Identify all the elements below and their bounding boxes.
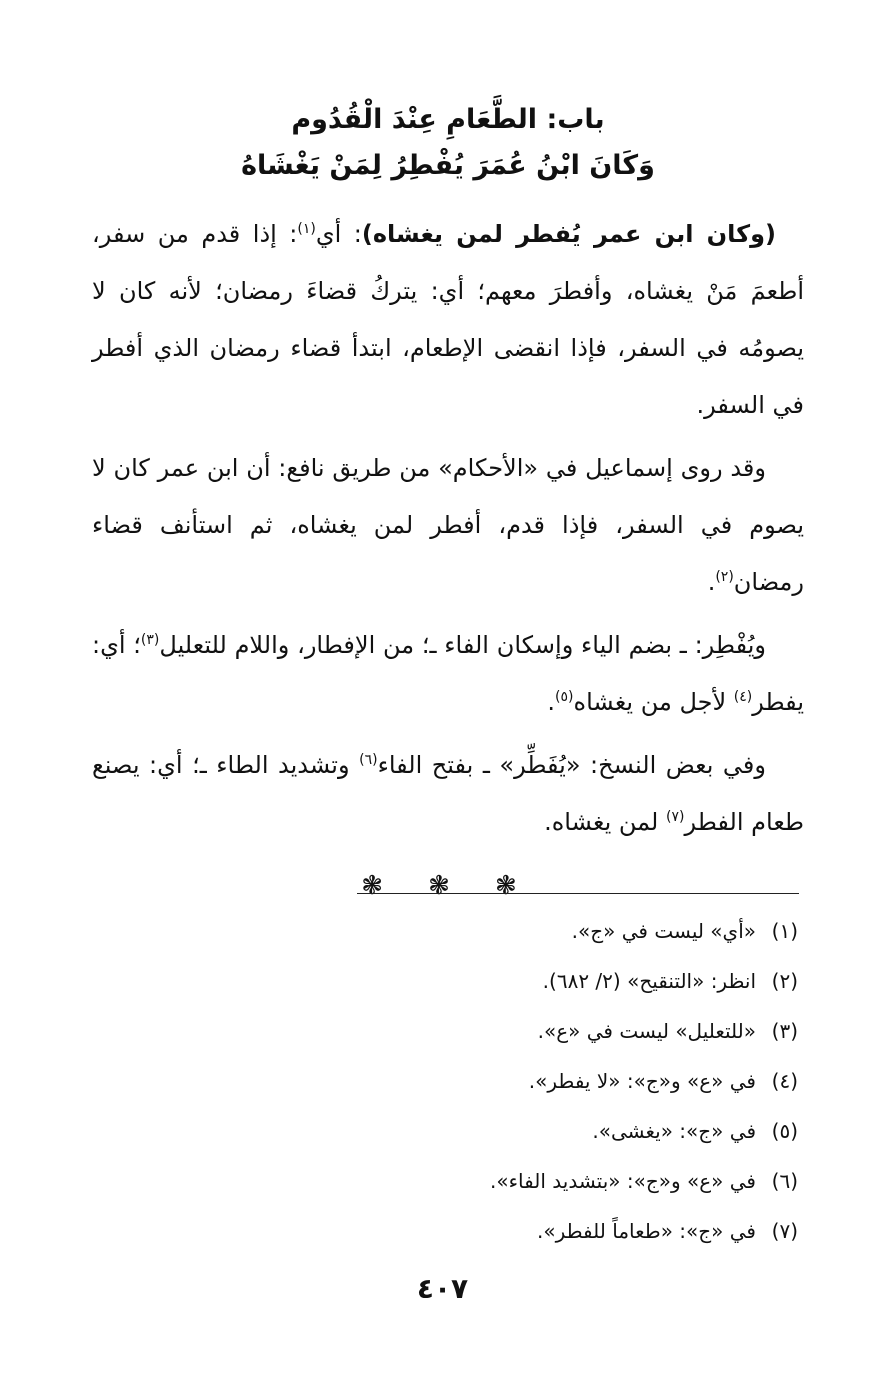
paragraph-text: وتشديد الطاء ـ؛ أي: يصنع طعام الفطر	[92, 751, 804, 836]
footnote-7	[300, 1206, 798, 1256]
paragraph-4	[92, 737, 804, 851]
paragraph-text: لمن يغشاه.	[544, 808, 666, 836]
footnote-ref-1[interactable]: (١)	[297, 221, 316, 237]
footnote-3	[300, 1006, 798, 1056]
footnote-number: (٣)	[771, 1019, 798, 1043]
footnote-number: (٥)	[771, 1119, 798, 1143]
page-body	[92, 100, 804, 901]
quoted-text: (وكان ابن عمر يُفطر لمن يغشاه)	[361, 220, 776, 248]
paragraph-text: .	[547, 688, 556, 716]
footnote-text: انظر: «التنقيح» (٢/ ٦٨٢).	[542, 969, 756, 993]
footnote-text: في «ع» و«ج»: «بتشديد الفاء».	[490, 1169, 756, 1193]
footnote-5	[300, 1106, 798, 1156]
footnote-1	[300, 906, 798, 956]
footnote-number: (٦)	[771, 1169, 798, 1193]
chapter-subtitle: وَكَانَ ابْنُ عُمَرَ يُفْطِرُ لِمَنْ يَغْشَاهُ	[241, 150, 655, 181]
paragraph-text: وقد روى إسماعيل في «الأحكام» من طريق نافع: أن ابن عمر كان لا يصوم في السفر، فإذا قدم، أفطر لمن يغشاه، ثم استأنف قضاء رمضان	[92, 454, 804, 596]
section-separator: ❃ ❃ ❃	[361, 871, 535, 901]
footnote-number: (١)	[771, 919, 798, 943]
footnote-ref-6[interactable]: (٦)	[359, 752, 378, 768]
footnote-4	[300, 1056, 798, 1106]
paragraph-text: .	[707, 568, 716, 596]
footnote-2	[300, 956, 798, 1006]
paragraph-text: : أي	[315, 220, 362, 248]
footnote-divider	[357, 893, 799, 894]
paragraph-text: لأجل من يغشاه	[573, 688, 734, 716]
paragraph-text: وفي بعض النسخ: «يُفَطِّر» ـ بفتح الفاء	[377, 751, 766, 779]
footnote-text: في «ج»: «طعاماً للفطر».	[537, 1219, 756, 1243]
footnote-ref-5[interactable]: (٥)	[555, 689, 574, 705]
footnote-text: «للتعليل» ليست في «ع».	[537, 1019, 756, 1043]
footnote-text: في «ج»: «يغشى».	[592, 1119, 756, 1143]
footnote-number: (٤)	[771, 1069, 798, 1093]
footnote-6	[300, 1156, 798, 1206]
footnote-number: (٢)	[771, 969, 798, 993]
chapter-title: باب: الطَّعَامِ عِنْدَ الْقُدُوم	[291, 104, 605, 135]
paragraph-3	[92, 617, 804, 731]
footnote-number: (٧)	[771, 1219, 798, 1243]
footnote-text: «أي» ليست في «ج».	[571, 919, 756, 943]
paragraph-text: ويُفْطِر: ـ بضم الياء وإسكان الفاء ـ؛ من الإفطار، واللام للتعليل	[159, 631, 767, 659]
footnote-ref-7[interactable]: (٧)	[666, 809, 685, 825]
paragraph-1	[92, 206, 804, 434]
page-number: ٤٠٧	[416, 1272, 469, 1305]
paragraph-2	[92, 440, 804, 611]
footnotes	[300, 906, 798, 1256]
footnote-ref-4[interactable]: (٤)	[733, 689, 753, 705]
footnote-ref-2[interactable]: (٢)	[715, 569, 734, 585]
paragraph-text: : إذا قدم من سفر، أطعمَ مَنْ يغشاه، وأفطرَ معهم؛ أي: يتركُ قضاءَ رمضان؛ لأنه كان لا يصومُه في السفر، فإذا انقضى الإطعام، ابتدأ قضاء رمضان الذي أفطر في السفر.	[92, 220, 804, 419]
footnote-ref-3[interactable]: (٣)	[140, 632, 160, 648]
paragraph-text: ؛ أي: يفطر	[92, 631, 804, 716]
footnote-text: في «ع» و«ج»: «لا يفطر».	[528, 1069, 756, 1093]
